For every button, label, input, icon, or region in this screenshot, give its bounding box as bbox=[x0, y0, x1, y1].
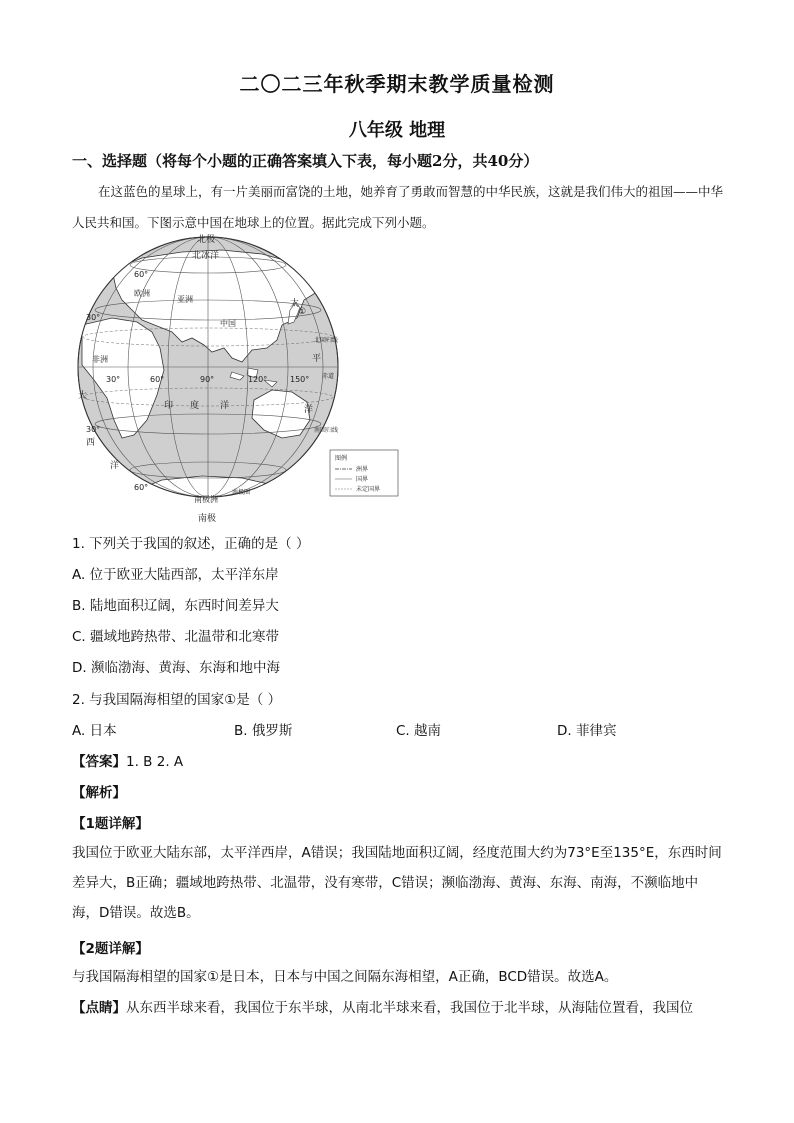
label-equator: 赤道 bbox=[322, 373, 335, 380]
label-lat-30s: 30° bbox=[86, 425, 101, 434]
page-title: 二〇二三年秋季期末教学质量检测 bbox=[239, 72, 555, 96]
question-1-option-a: A. 位于欧亚大陆西部，太平洋东岸 bbox=[72, 567, 279, 583]
q2-detail-label: 【2题详解】 bbox=[72, 941, 149, 957]
question-2-option-c: C. 越南 bbox=[396, 723, 442, 739]
label-tropic-north: 北回归线 bbox=[314, 337, 339, 344]
label-south-pole: 南极 bbox=[198, 514, 217, 524]
question-2-option-a: A. 日本 bbox=[72, 723, 117, 739]
label-africa: 非洲 bbox=[92, 355, 108, 364]
label-indian-2: 度 bbox=[190, 401, 200, 411]
label-atlantic-2: 西 bbox=[86, 438, 96, 448]
tip-paragraph bbox=[72, 993, 722, 1023]
label-antarctic-circle: 南极圈 bbox=[232, 489, 251, 496]
label-atlantic-3: 洋 bbox=[110, 461, 120, 471]
question-1-stem: 1. 下列关于我国的叙述，正确的是（ ） bbox=[72, 536, 310, 552]
question-2-stem: 2. 与我国隔海相望的国家①是（ ） bbox=[72, 692, 282, 708]
label-lon-120: 120° bbox=[248, 375, 268, 384]
label-china: 中国 bbox=[220, 319, 236, 328]
label-asia: 亚洲 bbox=[177, 295, 193, 304]
section-heading: 一、选择题（将每个小题的正确答案填入下表，每小题2分，共40分） bbox=[72, 152, 539, 170]
label-lat-30n: 30° bbox=[86, 313, 101, 322]
answer-text: 1. B 2. A bbox=[126, 754, 184, 770]
label-arctic-ocean: 北冰洋 bbox=[192, 251, 220, 261]
label-pacific-3: 洋 bbox=[304, 405, 314, 415]
label-pacific-2: 平 bbox=[312, 354, 322, 364]
answer-line bbox=[72, 750, 183, 770]
legend-title: 图例 bbox=[335, 455, 348, 462]
label-europe: 欧洲 bbox=[134, 289, 150, 298]
label-pacific-1: 太 bbox=[290, 299, 300, 309]
label-tropic-south: 南回归线 bbox=[314, 427, 339, 434]
q1-detail-text: 我国位于欧亚大陆东部，太平洋西岸，A错误；我国陆地面积辽阔，经度范围大约为73°E至135°E，东西时间差异大，B正确；疆域地跨热带、北温带，没有寒带，C错误；濒临渤海、黄海、东海、南海，不濒临地中海，D错误。故选B。 bbox=[72, 845, 722, 921]
map-legend bbox=[330, 450, 398, 496]
tip-label: 【点睛】 bbox=[72, 1000, 126, 1016]
question-1-option-c: C. 疆域地跨热带、北温带和北寒带 bbox=[72, 629, 280, 645]
label-indian-3: 洋 bbox=[220, 401, 230, 411]
q2-detail-text: 与我国隔海相望的国家①是日本，日本与中国之间隔东海相望，A正确，BCD错误。故选A。 bbox=[72, 969, 618, 985]
label-lon-30: 30° bbox=[106, 375, 121, 384]
label-lon-150: 150° bbox=[290, 375, 310, 384]
page-subtitle: 八年级 地理 bbox=[348, 120, 446, 141]
globe-map bbox=[72, 230, 402, 525]
tip-text: 从东西半球来看，我国位于东半球，从南北半球来看，我国位于北半球，从海陆位置看，我国位 bbox=[126, 1000, 693, 1016]
q1-detail-label: 【1题详解】 bbox=[72, 816, 149, 832]
label-antarctica: 南极洲 bbox=[194, 495, 218, 504]
question-1-option-d: D. 濒临渤海、黄海、东海和地中海 bbox=[72, 660, 280, 676]
legend-undetermined-boundary: 未定国界 bbox=[356, 486, 381, 493]
question-2-option-b: B. 俄罗斯 bbox=[234, 723, 293, 739]
legend-continent-boundary: 洲界 bbox=[356, 466, 369, 473]
label-lon-60: 60° bbox=[150, 375, 165, 384]
label-north-pole: 北极 bbox=[197, 235, 216, 245]
intro-paragraph: 在这蓝色的星球上，有一片美丽而富饶的土地，她养育了勇敢而智慧的中华民族，这就是我们伟大的祖国——中华人民共和国。下图示意中国在地球上的位置。据此完成下列小题。 bbox=[72, 184, 724, 230]
legend-national-boundary: 国界 bbox=[356, 476, 369, 483]
question-1-option-b: B. 陆地面积辽阔，东西时间差异大 bbox=[72, 598, 279, 614]
label-marker-1: ① bbox=[298, 307, 307, 317]
label-lat-60s: 60° bbox=[134, 483, 149, 492]
question-2-option-d: D. 菲律宾 bbox=[557, 723, 617, 739]
label-lon-90: 90° bbox=[200, 375, 215, 384]
label-atlantic-1: 大 bbox=[78, 391, 88, 401]
label-indian-1: 印 bbox=[164, 401, 174, 411]
answer-label: 【答案】 bbox=[72, 754, 126, 770]
label-lat-60n: 60° bbox=[134, 270, 149, 279]
analysis-label: 【解析】 bbox=[72, 785, 126, 801]
